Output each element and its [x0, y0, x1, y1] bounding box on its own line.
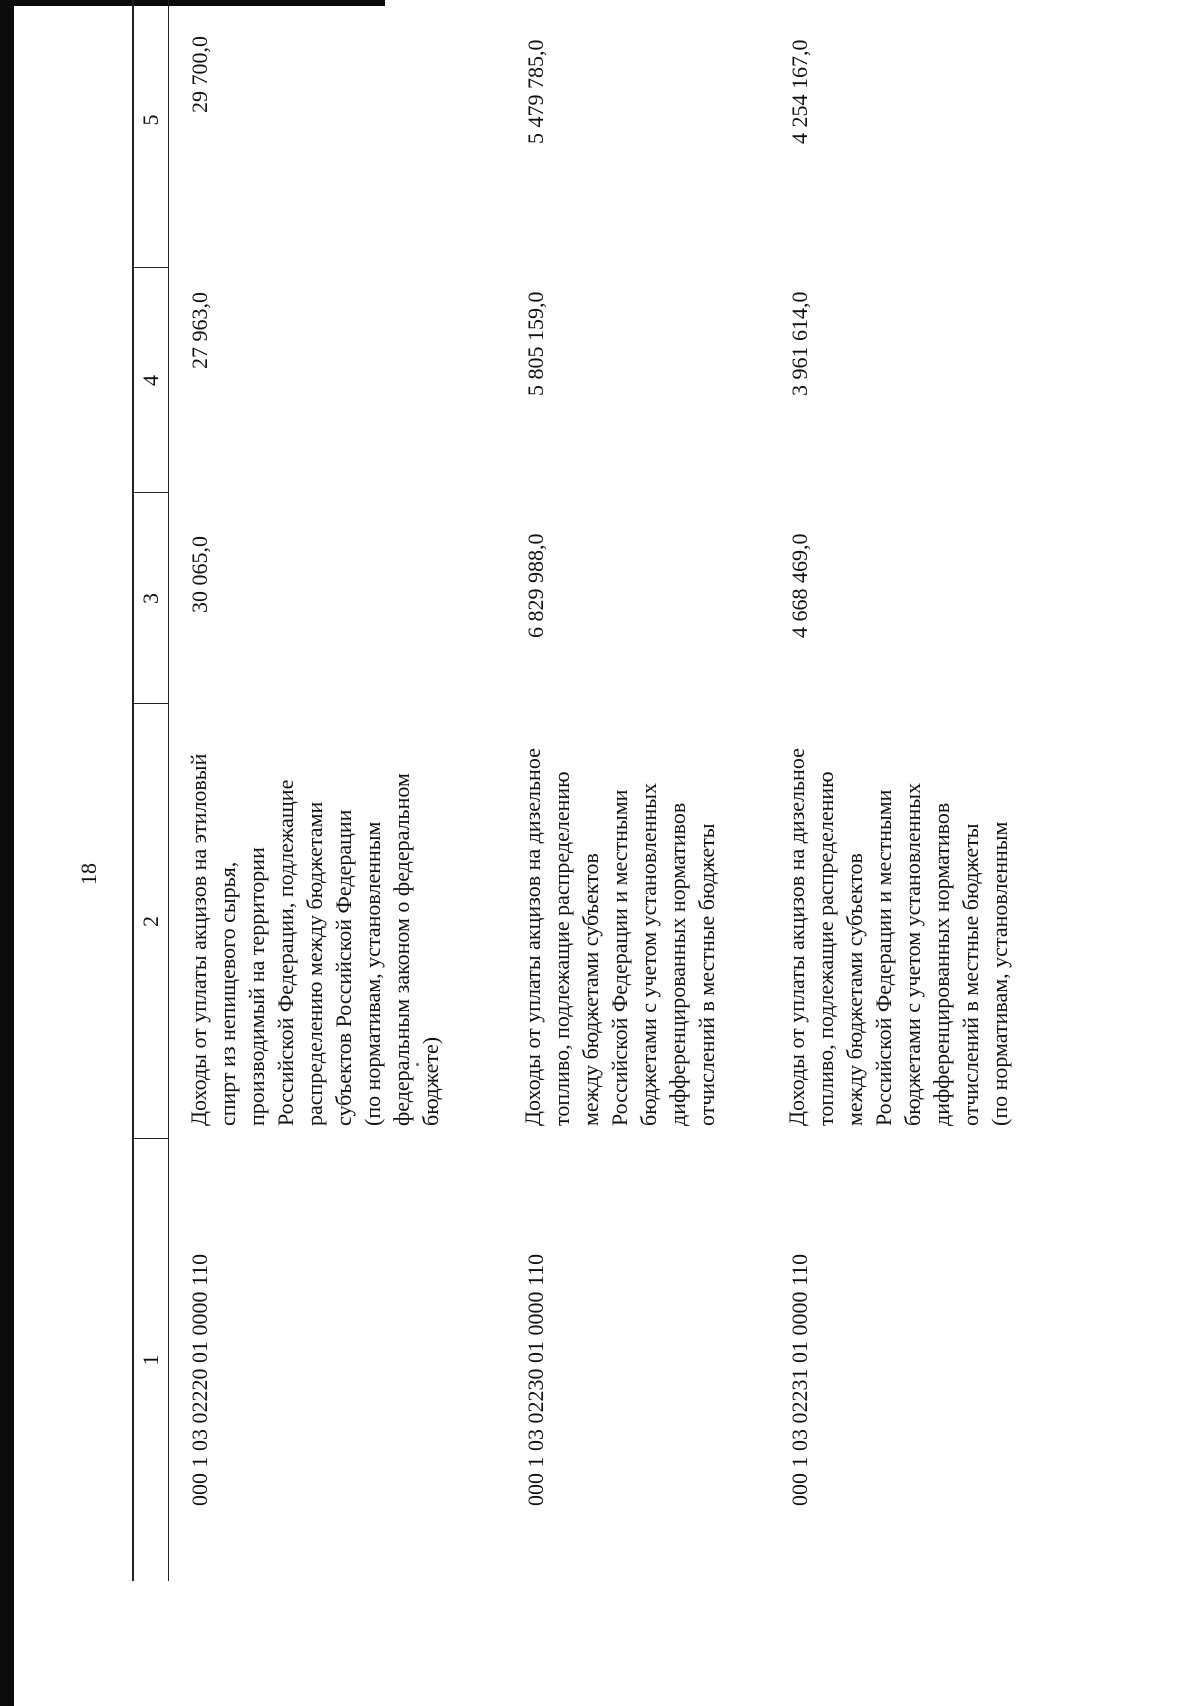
row-2-name-line: бюджетами с учетом установленных: [636, 783, 661, 1126]
row-1-name-line: Российской Федерации, подлежащие: [273, 779, 298, 1126]
row-3-name-line: между бюджетами субъектов: [842, 853, 867, 1126]
row-3-name-line: топливо, подлежащие распределению: [813, 771, 838, 1126]
row-2-name-line: топливо, подлежащие распределению: [549, 771, 574, 1126]
row-3-name: [782, 606, 1014, 1126]
row-3-name-line: дифференцированных нормативов: [929, 802, 954, 1126]
row-2-name-line: Доходы от уплаты акцизов на дизельное: [520, 748, 545, 1126]
row-2-name-line: между бюджетами субъектов: [578, 853, 603, 1126]
table-header-rule: [168, 0, 169, 1581]
row-1-name-line: бюджете): [418, 1036, 443, 1126]
row-1-code: 000 1 03 02220 01 0000 110: [187, 1253, 212, 1506]
row-1-name-line: (по нормативам, установленным: [360, 821, 385, 1126]
row-3-col4: 3 961 614,0: [787, 291, 812, 396]
row-2-code: 000 1 03 02230 01 0000 110: [523, 1253, 548, 1506]
row-3-col5: 4 254 167,0: [787, 39, 812, 144]
table-top-rule: [132, 0, 134, 1581]
column-header-3: 3: [138, 593, 163, 604]
column-header-1: 1: [138, 1354, 163, 1366]
row-2-name-line: отчислений в местные бюджеты: [694, 823, 719, 1126]
row-2-name-line: Российской Федерации и местными: [607, 789, 632, 1126]
column-header-2: 2: [138, 916, 163, 927]
row-3-name-line: (по нормативам, установленным: [987, 821, 1012, 1126]
row-2-col3: 6 829 988,0: [523, 533, 548, 638]
row-1-name-line: субъектов Российской Федерации: [331, 809, 356, 1126]
row-3-name-line: бюджетами с учетом установленных: [900, 783, 925, 1126]
row-3-name-line: Доходы от уплаты акцизов на дизельное: [784, 748, 809, 1126]
row-1-name-line: распределению между бюджетами: [302, 801, 327, 1126]
row-1-col4: 27 963,0: [187, 292, 212, 369]
row-1-col5: 29 700,0: [187, 36, 212, 113]
column-header-5: 5: [138, 114, 163, 126]
row-1-name: [184, 606, 445, 1126]
row-1-name-line: Доходы от уплаты акцизов на этиловый: [186, 753, 211, 1126]
row-3-col3: 4 668 469,0: [787, 533, 812, 638]
row-1-name-line: производимый на территории: [244, 847, 269, 1126]
row-1-name-line: спирт из непищевого сырья,: [215, 861, 240, 1126]
row-1-col3: 30 065,0: [187, 536, 212, 613]
page-number: 18: [76, 863, 101, 885]
row-1-name-line: федеральным законом о федеральном: [389, 773, 414, 1126]
row-2-name-line: дифференцированных нормативов: [665, 802, 690, 1126]
row-3-name-line: Российской Федерации и местными: [871, 789, 896, 1126]
row-3-code: 000 1 03 02231 01 0000 110: [787, 1253, 812, 1506]
row-3-name-line: отчислений в местные бюджеты: [958, 823, 983, 1126]
row-2-col5: 5 479 785,0: [523, 39, 548, 144]
row-2-col4: 5 805 159,0: [523, 291, 548, 396]
row-2-name: [518, 606, 721, 1126]
column-header-4: 4: [138, 375, 163, 386]
